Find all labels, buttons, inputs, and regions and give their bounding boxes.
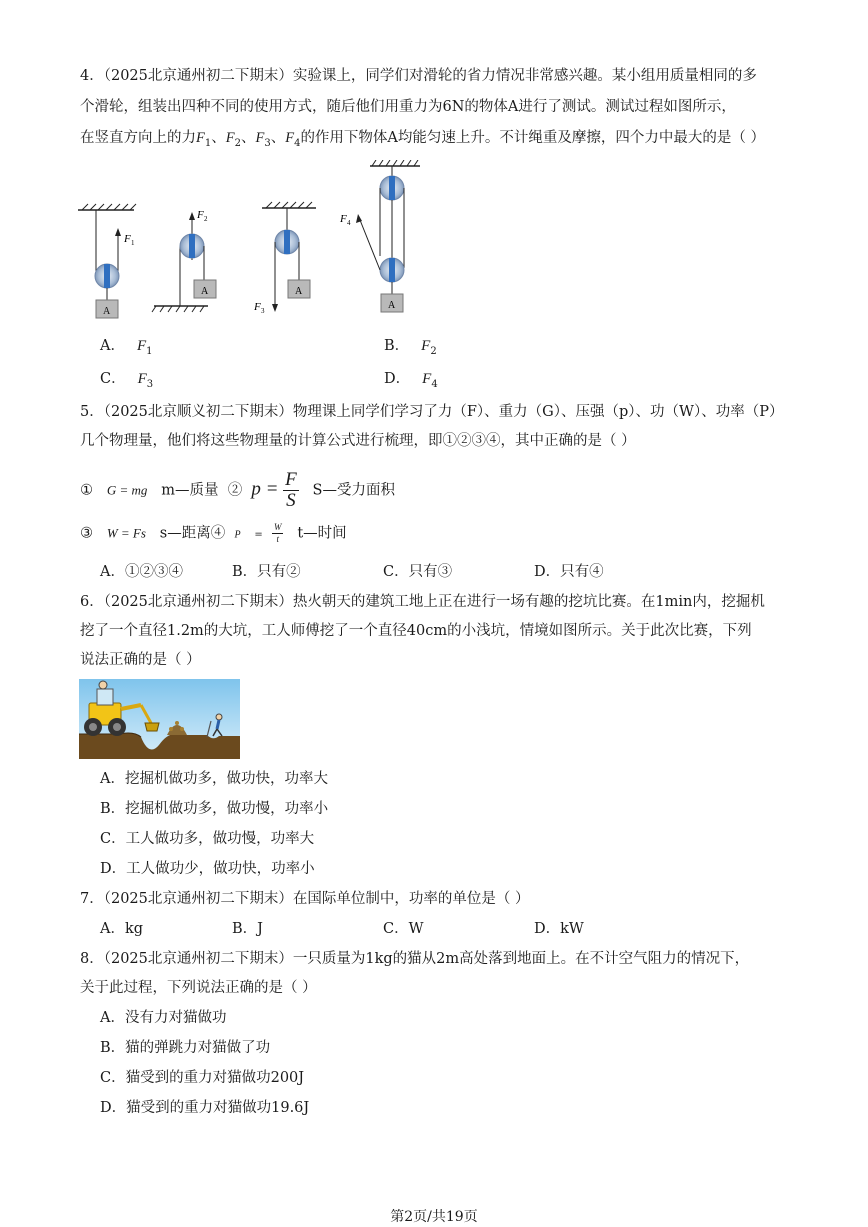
- q4-line-3: 在竖直方向上的力$F_1$、$F_2$、$F_3$、$F_4$的作用下物体A均能匀速上升。不计绳重及摩擦，四个力中最大的是（ ）: [80, 130, 766, 149]
- excavator-illustration: [79, 679, 240, 759]
- q8-option-d[interactable]: D．猫受到的重力对猫做功19.6J: [100, 1100, 310, 1116]
- q6-option-b[interactable]: B．挖掘机做功多，做功慢，功率小: [100, 801, 329, 817]
- svg-text:F: F: [197, 209, 204, 221]
- q8-line-1: 8．（2025北京通州初二下期末）一只质量为1kg的猫从2m高处落到地面上。在不计空气阻力的情况下，: [80, 951, 750, 967]
- svg-text:1: 1: [131, 239, 135, 247]
- q8-option-a[interactable]: A．没有力对猫做功: [100, 1010, 227, 1026]
- q6-option-a[interactable]: A．挖掘机做功多，做功快，功率大: [100, 771, 328, 787]
- q7-option-c[interactable]: C．W: [383, 921, 424, 937]
- pulley-diagram: [70, 160, 430, 325]
- page-footer: 第2页/共19页: [390, 1209, 478, 1225]
- q8-option-b[interactable]: B．猫的弹跳力对猫做了功: [100, 1040, 271, 1056]
- q6-option-c[interactable]: C．工人做功多，做功慢，功率大: [100, 831, 315, 847]
- q5-option-d[interactable]: D．只有④: [534, 564, 604, 580]
- q8-option-c[interactable]: C．猫受到的重力对猫做功200J: [100, 1070, 305, 1086]
- q4-option-c[interactable]: C． $F_3$: [100, 371, 154, 390]
- q5-line-2: 几个物理量，他们将这些物理量的计算公式进行梳理，即①②③④，其中正确的是（ ）: [80, 433, 636, 449]
- q5-formula-3-4: ③ W = Fs s—距离④ P = $\frac{W}{t}$ t—时间: [80, 522, 347, 544]
- q5-formula-1-2: ① G = mg m—质量 ② p = $\frac{F}{S}$ S—受力面积: [80, 469, 395, 511]
- svg-text:F: F: [254, 301, 261, 313]
- q5-option-c[interactable]: C．只有③: [383, 564, 453, 580]
- svg-text:A: A: [201, 286, 209, 297]
- q6-line-1: 6．（2025北京通州初二下期末）热火朝天的建筑工地上正在进行一场有趣的挖坑比赛。在1min内，挖掘机: [80, 594, 765, 610]
- q4-line-3-pre: 在竖直方向上的力: [80, 130, 196, 146]
- q4-line-3-post: 的作用下物体A均能匀速上升。不计绳重及摩擦，四个力中最大的是（ ）: [300, 130, 766, 146]
- pulley-fig-1: [78, 204, 136, 318]
- block-label: A: [103, 306, 111, 317]
- q4-option-b[interactable]: B． $F_2$: [384, 338, 437, 357]
- q5-line-1: 5．（2025北京顺义初二下期末）物理课上同学们学习了力（F）、重力（G）、压强（p）、功（W）、功率（P）: [80, 404, 784, 420]
- q8-line-2: 关于此过程，下列说法正确的是（ ）: [80, 980, 317, 996]
- svg-text:4: 4: [347, 219, 351, 227]
- q5-option-b[interactable]: B．只有②: [232, 564, 301, 580]
- svg-text:3: 3: [261, 307, 265, 315]
- q4-line-1: 4．（2025北京通州初二下期末）实验课上，同学们对滑轮的省力情况非常感兴趣。某小组用质量相同的多: [80, 68, 757, 84]
- q7-option-d[interactable]: D．kW: [534, 921, 584, 937]
- q4-option-a[interactable]: A． $F_1$: [100, 338, 153, 357]
- svg-text:F: F: [124, 233, 131, 245]
- q5-option-a[interactable]: A．①②③④: [100, 564, 183, 580]
- pulley-fig-3: [253, 202, 316, 315]
- q7-line-1: 7．（2025北京通州初二下期末）在国际单位制中，功率的单位是（ ）: [80, 891, 530, 907]
- svg-text:F: F: [340, 213, 347, 225]
- q6-option-d[interactable]: D．工人做功少，做功快，功率小: [100, 861, 315, 877]
- svg-text:A: A: [388, 300, 396, 311]
- q7-option-b[interactable]: B．J: [232, 921, 263, 937]
- pulley-fig-2: [152, 209, 216, 312]
- svg-text:2: 2: [204, 215, 208, 223]
- q6-line-3: 说法正确的是（ ）: [80, 652, 201, 668]
- q7-option-a[interactable]: A．kg: [100, 921, 144, 937]
- q4-option-d[interactable]: D． $F_4$: [384, 371, 438, 390]
- q4-line-2: 个滑轮，组装出四种不同的使用方式，随后他们用重力为6N的物体A进行了测试。测试过程如图所示，: [80, 99, 736, 115]
- q6-line-2: 挖了一个直径1.2m的大坑，工人师傅挖了一个直径40cm的小浅坑，情境如图所示。关于此次比赛，下列: [80, 623, 752, 639]
- svg-text:A: A: [295, 286, 303, 297]
- pulley-fig-4: [339, 160, 420, 312]
